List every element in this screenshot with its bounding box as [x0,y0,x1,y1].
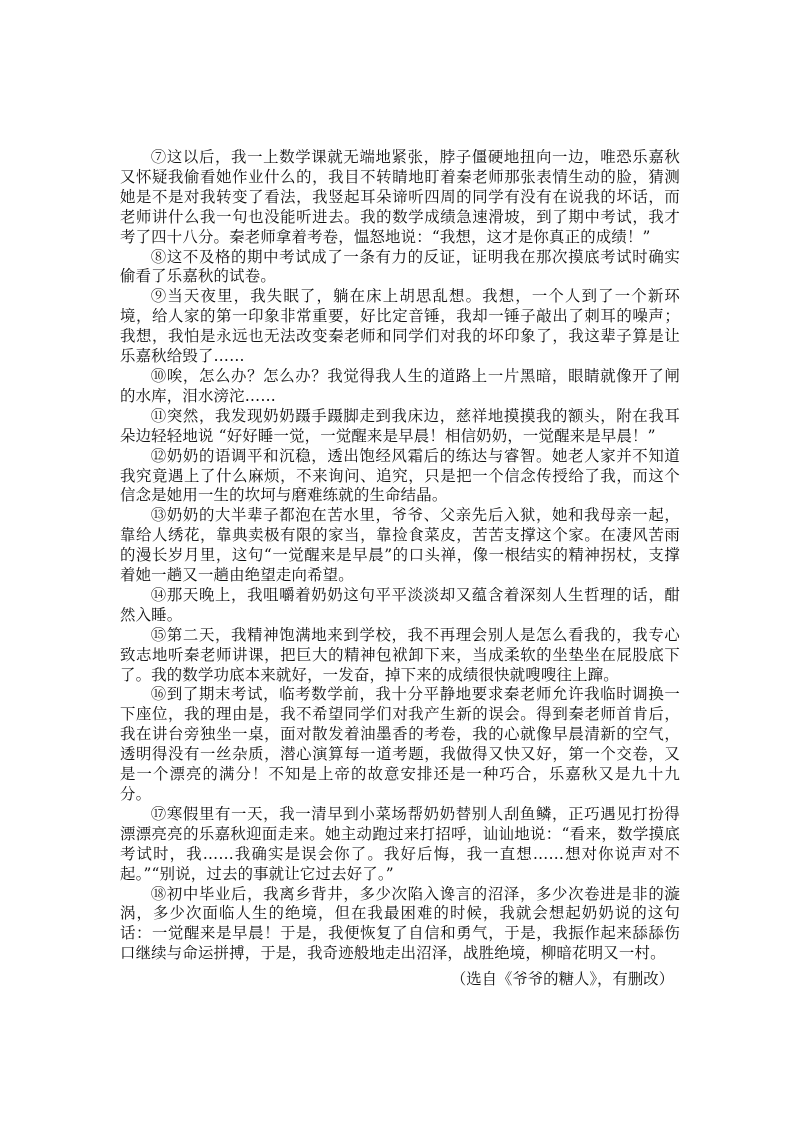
paragraph-11: ⑪突然，我发现奶奶蹑手蹑脚走到我床边，慈祥地摸摸我的额头，附在我耳朵边轻轻地说 “好好睡一觉，一觉醒来是早晨！相信奶奶，一觉醒来是早晨！” [120,406,680,445]
paragraph-9: ⑨当天夜里，我失眠了，躺在床上胡思乱想。我想，一个人到了一个新环境，给人家的第一印象非常重要，好比定音锤，我却一锤子敲出了刺耳的噪声；我想，我怕是永远也无法改变秦老师和同学们对我的坏印象了，我这辈子算是让乐嘉秋给毁了…… [120,287,680,366]
paragraph-10: ⑩唉，怎么办？怎么办？我觉得我人生的道路上一片黑暗，眼睛就像开了闸的水库，泪水滂沱…… [120,366,680,405]
source-citation: （选自《爷爷的糖人》，有删改） [450,970,674,989]
paragraph-8: ⑧这不及格的期中考试成了一条有力的反证，证明我在那次摸底考试时确实偷看了乐嘉秋的试卷。 [120,247,680,286]
paragraph-15: ⑮第二天，我精神饱满地来到学校，我不再理会别人是怎么看我的，我专心致志地听秦老师讲课，把巨大的精神包袱卸下来，当成柔软的坐垫坐在屁股底下了。我的数学功底本来就好，一发奋，掉下来的成绩很快就嗖嗖往上蹿。 [120,625,680,684]
paragraph-16: ⑯到了期末考试，临考数学前，我十分平静地要求秦老师允许我临时调换一下座位，我的理由是，我不希望同学们对我产生新的误会。得到秦老师首肯后，我在讲台旁独坐一桌，面对散发着油墨香的考卷，我的心就像早晨清新的空气，透明得没有一丝杂质，潜心演算每一道考题，我做得又快又好，第一个交卷，又是一个漂亮的满分！不知是上帝的故意安排还是一种巧合，乐嘉秋又是九十九分。 [120,685,680,803]
document-page [120,148,680,990]
paragraph-18: ⑱初中毕业后，我离乡背井，多少次陷入谗言的沼泽，多少次卷进是非的漩涡，多少次面临人生的绝境，但在我最困难的时候，我就会想起奶奶说的这句话：一觉醒来是早晨！于是，我便恢复了自信和勇气，于是，我振作起来舔舔伤口继续与命运拼搏，于是，我奇迹般地走出沼泽，战胜绝境，柳暗花明又一村。 [120,884,680,963]
paragraph-7: ⑦这以后，我一上数学课就无端地紧张，脖子僵硬地扭向一边，唯恐乐嘉秋又怀疑我偷看她作业什么的，我目不转睛地盯着秦老师那张表情生动的脸，猜测她是不是对我转变了看法，我竖起耳朵谛听四周的同学有没有在说我的坏话，而老师讲什么我一句也没能听进去。我的数学成绩急速滑坡，到了期中考试，我才考了四十八分。秦老师拿着考卷，愠怒地说：“我想，这才是你真正的成绩！” [120,148,680,246]
paragraph-13: ⑬奶奶的大半辈子都泡在苦水里，爷爷、父亲先后入狱，她和我母亲一起，靠给人绣花，靠典卖极有限的家当，靠捡食菜皮，苦苦支撑这个家。在凄风苦雨的漫长岁月里，这句“一觉醒来是早晨”的口头禅，像一根结实的精神拐杖，支撑着她一趟又一趟由绝望走向希望。 [120,506,680,585]
paragraph-17: ⑰寒假里有一天，我一清早到小菜场帮奶奶替别人刮鱼鳞，正巧遇见打扮得漂漂亮亮的乐嘉秋迎面走来。她主动跑过来打招呼，讪讪地说：“看来，数学摸底考试时，我……我确实是误会你了。我好后悔，我一直想……想对你说声对不起。”“别说，过去的事就让它过去好了。” [120,804,680,883]
paragraph-14: ⑭那天晚上，我咀嚼着奶奶这句平平淡淡却又蕴含着深刻人生哲理的话，酣然入睡。 [120,585,680,624]
paragraph-12: ⑫奶奶的语调平和沉稳，透出饱经风霜后的练达与睿智。她老人家并不知道我究竟遇上了什么麻烦，不来询问、追究，只是把一个信念传授给了我，而这个信念是她用一生的坎坷与磨难练就的生命结晶。 [120,446,680,505]
